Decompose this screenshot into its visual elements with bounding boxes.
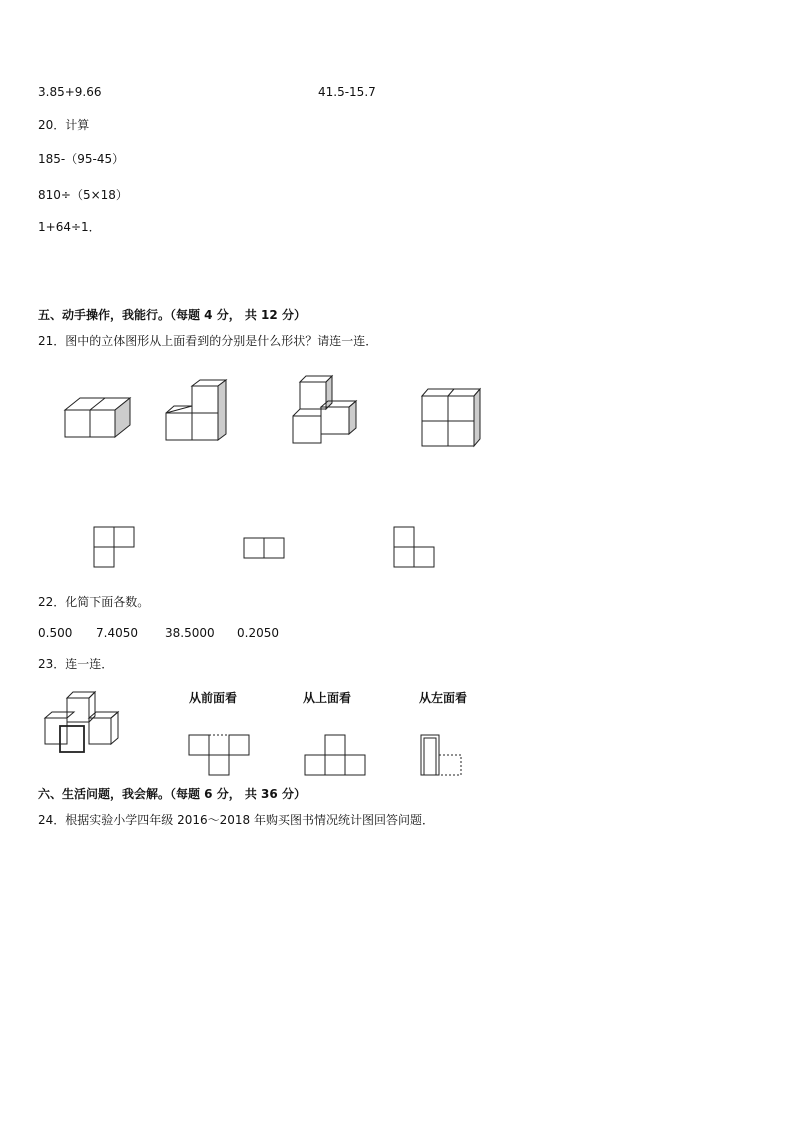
q20-item-3: 1+64÷1． (38, 220, 101, 234)
section-6-heading: 六、生活问题，我会解。（每题 6 分， 共 36 分） (38, 787, 306, 801)
q21-top-view-shape-b (243, 537, 288, 562)
q21-top-view-shape-c (393, 526, 438, 571)
q20-item-1: 185-（95-45） (38, 152, 125, 166)
q22-number-1: 0.500 (38, 626, 73, 640)
q23-solid-figure (40, 688, 130, 758)
q22-number-4: 0.2050 (237, 626, 279, 640)
question-23-title: 23．连一连． (38, 657, 114, 671)
q23-front-view-shape (187, 733, 252, 778)
q21-solid-figure-3 (290, 372, 365, 447)
section-5-heading: 五、动手操作，我能行。（每题 4 分， 共 12 分） (38, 308, 306, 322)
expression-41-5-minus-15-7: 41.5-15.7 (318, 85, 376, 99)
q23-top-view-shape (303, 733, 368, 778)
question-21-title: 21．图中的立体图形从上面看到的分别是什么形状？请连一连． (38, 334, 378, 348)
view-label-top: 从上面看 (303, 691, 352, 705)
q20-item-2: 810÷（5×18） (38, 188, 128, 202)
q22-number-2: 7.4050 (96, 626, 138, 640)
q21-solid-figure-4 (420, 386, 490, 451)
q23-left-view-shape (419, 733, 469, 778)
expression-3-85-plus-9-66: 3.85+9.66 (38, 85, 102, 99)
question-24-title: 24．根据实验小学四年级 2016～2018 年购买图书情况统计图回答问题． (38, 813, 434, 827)
q21-top-view-shape-a (93, 526, 138, 571)
q21-solid-figure-1 (60, 390, 130, 440)
question-22-title: 22．化简下面各数。 (38, 595, 150, 609)
q21-solid-figure-2 (162, 378, 232, 443)
q22-number-3: 38.5000 (165, 626, 215, 640)
question-20-title: 20．计算 (38, 118, 90, 132)
view-label-front: 从前面看 (189, 691, 238, 705)
view-label-left: 从左面看 (419, 691, 468, 705)
